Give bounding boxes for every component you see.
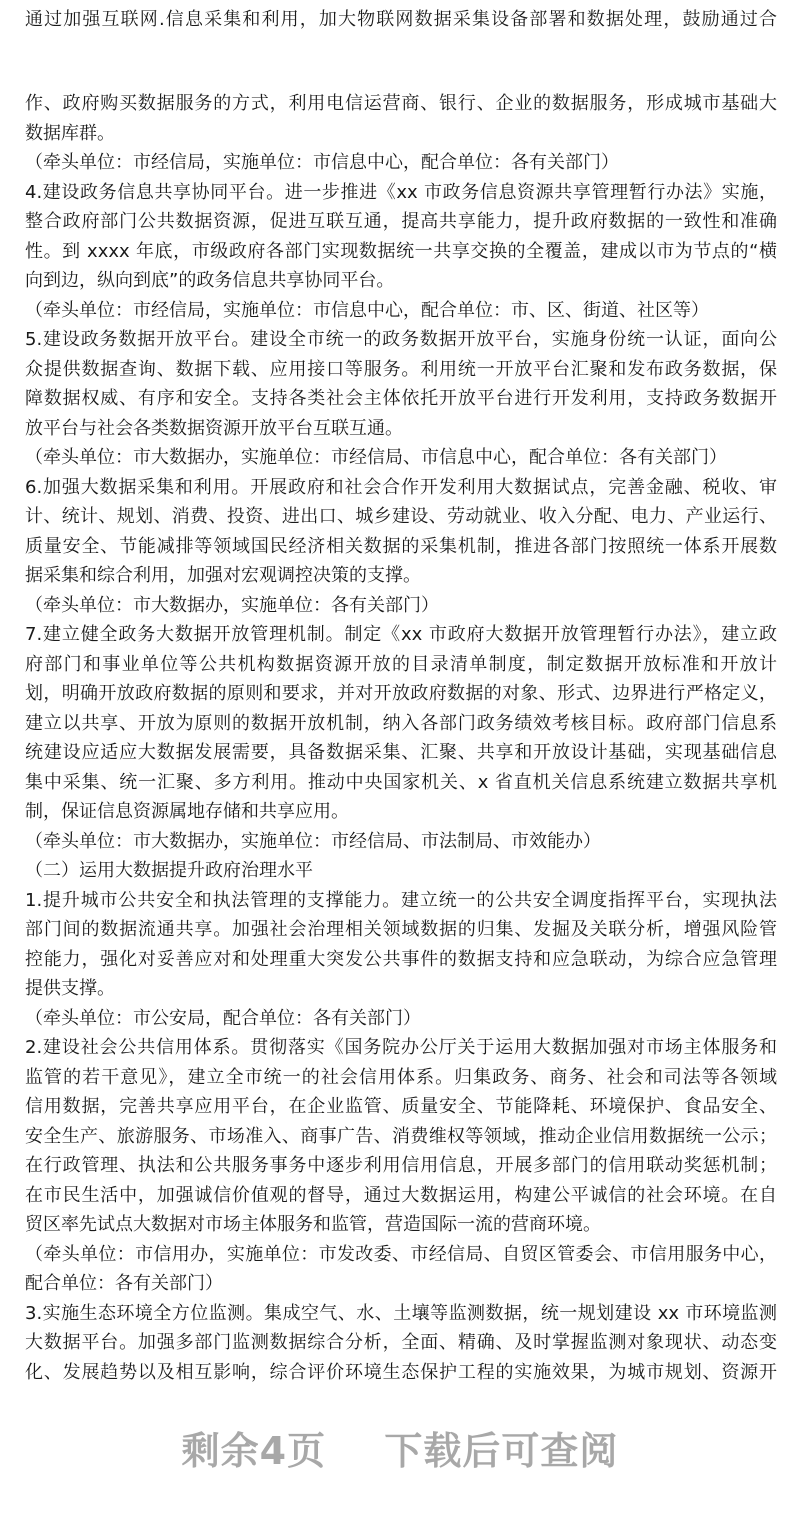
- document-body: [25, 89, 777, 1387]
- text-line: 障数据权威、有序和安全。支持各类社会主体依托开放平台进行开发利用，支持政务数据开: [25, 388, 777, 409]
- text-line: （二）运用大数据提升政府治理水平: [25, 860, 313, 881]
- text-line: （牵头单位：市信用办，实施单位：市发改委、市经信局、自贸区管委会、市信用服务中心，: [25, 1243, 777, 1265]
- text-line: （牵头单位：市大数据办，实施单位：市经信局、市法制局、市效能办）: [25, 830, 601, 852]
- text-line: 在行政管理、执法和公共服务事务中逐步利用信用信息，开展多部门的信用联动奖惩机制；: [25, 1155, 777, 1176]
- text-line: 向到边，纵向到底”的政务信息共享协同平台。: [25, 270, 395, 291]
- text-line: 部门间的数据流通共享。加强社会治理相关领域数据的归集、发掘及关联分析，增强风险管: [25, 919, 777, 940]
- text-line: 据采集和综合利用，加强对宏观调控决策的支撑。: [25, 565, 421, 586]
- text-line: 控能力，强化对妥善应对和处理重大突发公共事件的数据支持和应急联动，为综合应急管理: [25, 948, 777, 970]
- text-line: （牵头单位：市经信局，实施单位：市信息中心，配合单位：市、区、街道、社区等）: [25, 299, 709, 321]
- text-line: 安全生产、旅游服务、市场准入、商事广告、消费维权等领域，推动企业信用数据统一公示；: [25, 1125, 777, 1147]
- text-line: 提供支撑。: [25, 978, 115, 999]
- text-line: 配合单位：各有关部门）: [25, 1273, 223, 1294]
- text-line: 作、政府购买数据服务的方式，利用电信运营商、银行、企业的数据服务，形成城市基础大: [25, 93, 777, 114]
- text-line: 2.建设社会公共信用体系。贯彻落实《国务院办公厅关于运用大数据加强对市场主体服务和: [25, 1037, 777, 1058]
- text-line: （牵头单位：市经信局，实施单位：市信息中心，配合单位：各有关部门）: [25, 152, 619, 173]
- text-line: 大数据平台。加强多部门监测数据综合分析，全面、精确、及时掌握监测对象现状、动态变: [25, 1332, 777, 1353]
- text-line: 众提供数据查询、数据下载、应用接口等服务。利用统一开放平台汇聚和发布政务数据，保: [25, 358, 777, 380]
- text-line: 数据库群。: [25, 122, 115, 144]
- text-line: 整合政府部门公共数据资源，促进互联互通，提高共享能力，提升政府数据的一致性和准确: [25, 211, 777, 232]
- text-line: 集中采集、统一汇聚、多方利用。推动中央国家机关、x 省直机关信息系统建立数据共享机: [25, 771, 777, 793]
- document-top-fragment: [25, 5, 777, 35]
- text-line: 建立以共享、开放为原则的数据开放机制，纳入各部门政务绩效考核目标。政府部门信息系: [25, 712, 777, 734]
- text-line: 质量安全、节能减排等领域国民经济相关数据的采集机制，推进各部门按照统一体系开展数: [25, 535, 777, 557]
- text-line: 放平台与社会各类数据资源开放平台互联互通。: [25, 417, 403, 439]
- remaining-pages-label: 剩余4页: [181, 1429, 327, 1473]
- text-line: 7.建立健全政务大数据开放管理机制。制定《xx 市政府大数据开放管理暂行办法》，建立政: [25, 624, 777, 645]
- text-line: （牵头单位：市大数据办，实施单位：市经信局、市信息中心，配合单位：各有关部门）: [25, 447, 727, 468]
- text-line: 化、发展趋势以及相互影响，综合评价环境生态保护工程的实施效果，为城市规划、资源开: [25, 1361, 777, 1383]
- text-line: 在市民生活中，加强诚信价值观的督导，通过大数据运用，构建公平诚信的社会环境。在自: [25, 1184, 777, 1206]
- text-line: 监管的若干意见》，建立全市统一的社会信用体系。归集政务、商务、社会和司法等各领域: [25, 1066, 777, 1088]
- text-line: 贸区率先试点大数据对市场主体服务和监管，营造国际一流的营商环境。: [25, 1214, 601, 1235]
- text-line: 性。到 xxxx 年底，市级政府各部门实现数据统一共享交换的全覆盖，建成以市为节点的“横: [25, 240, 777, 262]
- download-banner[interactable]: [0, 1420, 800, 1475]
- download-to-view-label[interactable]: 下载后可查阅: [384, 1429, 619, 1473]
- text-line: 1.提升城市公共安全和执法管理的支撑能力。建立统一的公共安全调度指挥平台，实现执法: [25, 889, 777, 911]
- text-line: （牵头单位：市公安局，配合单位：各有关部门）: [25, 1007, 421, 1029]
- text-line: 5.建设政务数据开放平台。建设全市统一的政务数据开放平台，实施身份统一认证，面向公: [25, 329, 777, 350]
- text-line: 统建设应适应大数据发展需要，具备数据采集、汇聚、共享和开放设计基础，实现基础信息: [25, 742, 777, 763]
- text-line: 6.加强大数据采集和利用。开展政府和社会合作开发利用大数据试点，完善金融、税收、审: [25, 476, 777, 498]
- text-line: 府部门和事业单位等公共机构数据资源开放的目录清单制度，制定数据开放标准和开放计: [25, 653, 777, 675]
- text-line: 计、统计、规划、消费、投资、进出口、城乡建设、劳动就业、收入分配、电力、产业运行、: [25, 506, 777, 527]
- text-line: 信用数据，完善共享应用平台，在企业监管、质量安全、节能降耗、环境保护、食品安全、: [25, 1096, 777, 1117]
- text-line: 3.实施生态环境全方位监测。集成空气、水、土壤等监测数据，统一规划建设 xx 市环境监测: [25, 1302, 777, 1324]
- text-line: （牵头单位：市大数据办，实施单位：各有关部门）: [25, 594, 439, 616]
- text-line: 制，保证信息资源属地存储和共享应用。: [25, 801, 349, 822]
- text-line: 通过加强互联网.信息采集和利用，加大物联网数据采集设备部署和数据处理，鼓励通过合: [25, 9, 777, 30]
- text-line: 划，明确开放政府数据的原则和要求，并对开放政府数据的对象、形式、边界进行严格定义，: [25, 683, 777, 704]
- text-line: 4.建设政务信息共享协同平台。进一步推进《xx 市政务信息资源共享管理暂行办法》实施，: [25, 181, 777, 203]
